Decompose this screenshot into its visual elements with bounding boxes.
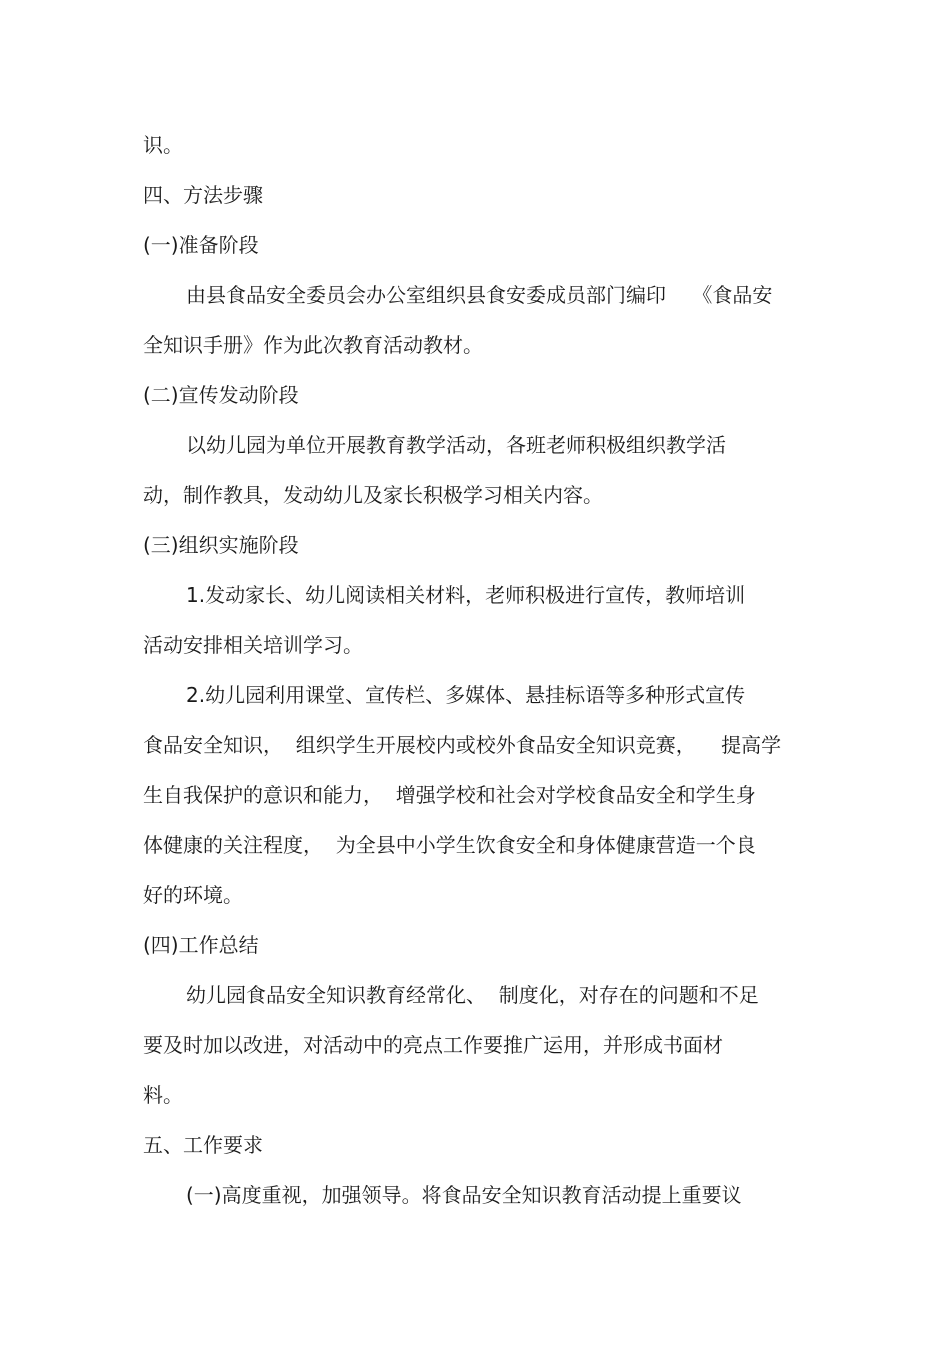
section-heading: 四、方法步骤 (143, 183, 263, 207)
text-line: 由县食品安全委员会办公室组织县食安委成员部门编印 《食品安 (186, 283, 773, 307)
text-line: 1.发动家长、幼儿阅读相关材料，老师积极进行宣传，教师培训 (186, 583, 746, 607)
text-line: 幼儿园食品安全知识教育经常化、 制度化，对存在的问题和不足 (186, 983, 759, 1007)
subsection-heading: (二)宣传发动阶段 (143, 383, 299, 407)
text-line: 2.幼儿园利用课堂、宣传栏、多媒体、悬挂标语等多种形式宣传 (186, 683, 746, 707)
subsection-heading: (一)准备阶段 (143, 233, 259, 257)
text-line: 生自我保护的意识和能力， 增强学校和社会对学校食品安全和学生身 (143, 783, 756, 807)
subsection-heading: (四)工作总结 (143, 933, 259, 957)
text-line: 好的环境。 (143, 883, 243, 907)
text-line: 要及时加以改进，对活动中的亮点工作要推广运用，并形成书面材 (143, 1033, 723, 1057)
text-line: 识。 (143, 133, 183, 157)
text-line: 以幼儿园为单位开展教育教学活动，各班老师积极组织教学活 (186, 433, 726, 457)
text-line: 体健康的关注程度， 为全县中小学生饮食安全和身体健康营造一个良 (143, 833, 756, 857)
text-line: 动，制作教具，发动幼儿及家长积极学习相关内容。 (143, 483, 603, 507)
text-line: (一)高度重视，加强领导。将食品安全知识教育活动提上重要议 (186, 1183, 742, 1207)
section-heading: 五、工作要求 (143, 1133, 263, 1157)
text-line: 料。 (143, 1083, 183, 1107)
subsection-heading: (三)组织实施阶段 (143, 533, 299, 557)
text-line: 食品安全知识， 组织学生开展校内或校外食品安全知识竞赛， 提高学 (143, 733, 782, 757)
text-line: 活动安排相关培训学习。 (143, 633, 363, 657)
text-line: 全知识手册》作为此次教育活动教材。 (143, 333, 483, 357)
